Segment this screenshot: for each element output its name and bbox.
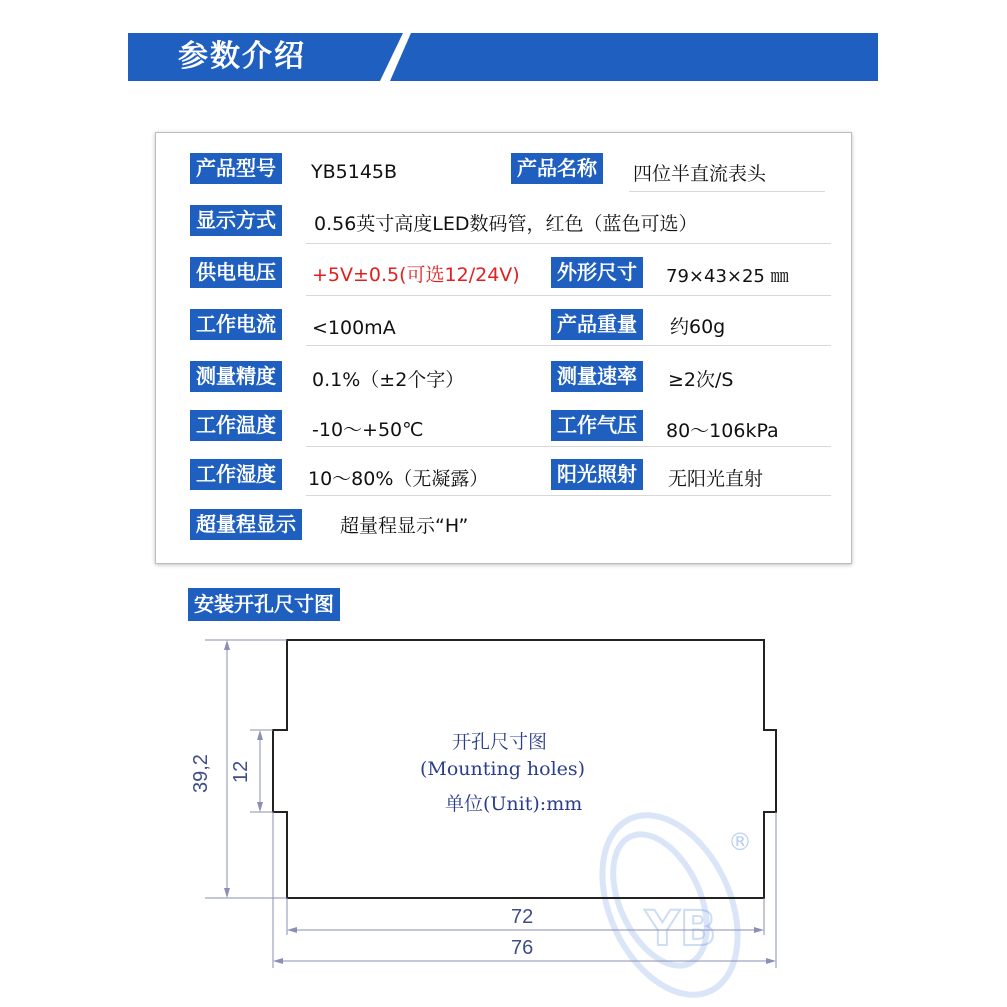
pressure-label: 工作气压 xyxy=(551,410,643,441)
registered-mark: ® xyxy=(728,828,752,856)
dim-width-outer: 76 xyxy=(511,937,534,959)
temp-value: -10～+50℃ xyxy=(312,419,424,441)
name-value: 四位半直流表头 xyxy=(633,163,767,185)
humidity-label: 工作湿度 xyxy=(190,459,282,490)
drawing-unit: 单位(Unit):mm xyxy=(445,793,583,815)
temp-label: 工作温度 xyxy=(190,410,282,441)
current-value: <100mA xyxy=(312,317,396,339)
pressure-value: 80～106kPa xyxy=(666,420,779,442)
humidity-value: 10～80%（无凝露） xyxy=(308,468,489,490)
sun-value: 无阳光直射 xyxy=(668,468,764,490)
accuracy-label: 测量精度 xyxy=(190,361,282,392)
drawing-subtitle: (Mounting holes) xyxy=(420,758,586,780)
rate-value: ≥2次/S xyxy=(668,369,734,391)
overrange-label: 超量程显示 xyxy=(190,509,302,540)
model-label: 产品型号 xyxy=(190,153,282,184)
watermark-letters: YB xyxy=(645,901,717,957)
size-label: 外形尺寸 xyxy=(551,257,643,288)
display-label: 显示方式 xyxy=(190,205,282,236)
mounting-section-title: 安装开孔尺寸图 xyxy=(188,588,340,621)
voltage-value: +5V±0.5(可选12/24V) xyxy=(312,264,520,286)
sun-label: 阳光照射 xyxy=(551,459,643,490)
name-label: 产品名称 xyxy=(511,153,603,184)
weight-label: 产品重量 xyxy=(551,309,643,340)
dim-width-inner: 72 xyxy=(511,906,534,928)
voltage-label: 供电电压 xyxy=(190,257,282,288)
rate-label: 测量速率 xyxy=(551,361,643,392)
overrange-value: 超量程显示“H” xyxy=(340,515,469,537)
display-value: 0.56英寸高度LED数码管，红色（蓝色可选） xyxy=(314,213,698,235)
dim-height-tab: 12 xyxy=(230,760,252,783)
banner-title: 参数介绍 xyxy=(178,39,306,74)
dim-height-outer: 39,2 xyxy=(190,754,212,793)
size-value: 79×43×25 ㎜ xyxy=(666,266,789,287)
weight-value: 约60g xyxy=(670,316,726,338)
current-label: 工作电流 xyxy=(190,309,282,340)
drawing-title: 开孔尺寸图 xyxy=(452,731,548,753)
accuracy-value: 0.1%（±2个字） xyxy=(312,369,465,391)
model-value: YB5145B xyxy=(311,161,398,183)
